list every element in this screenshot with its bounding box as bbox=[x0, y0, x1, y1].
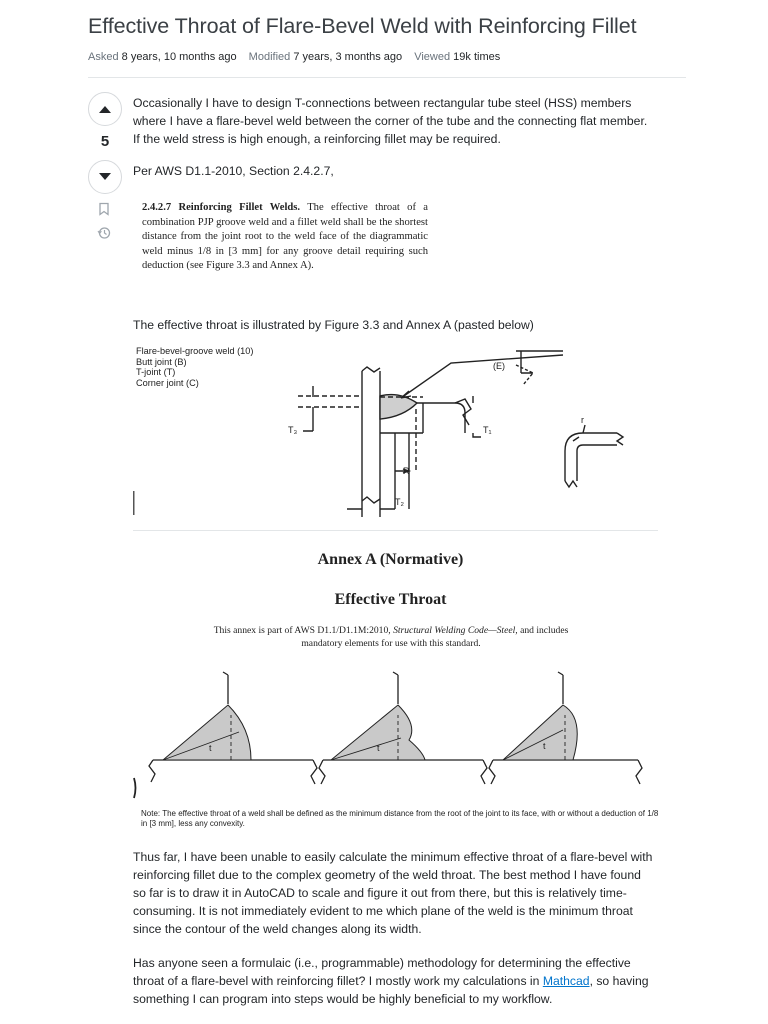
paragraph-question: Has anyone seen a formulaic (i.e., programmable) methodology for determining the effective throat of a flare-bevel with reinforcing fillet? I mostly work my calculations in Mathcad, so having something I can program into steps would be highly beneficial to my workflow. bbox=[133, 956, 649, 1006]
meta-viewed: Viewed 19k times bbox=[414, 51, 501, 63]
label-e: (E) bbox=[493, 361, 505, 371]
annex-description: This annex is part of AWS D1.1/D1.1M:2010, Structural Welding Code—Steel, and includes mandatory elements for use with this standard. bbox=[213, 625, 569, 649]
mathcad-link[interactable]: Mathcad bbox=[542, 974, 590, 988]
downvote-button[interactable] bbox=[88, 160, 122, 194]
label-t1: T₁ bbox=[483, 425, 492, 435]
bookmark-icon[interactable] bbox=[97, 202, 111, 216]
caret-up-icon bbox=[98, 104, 112, 114]
caret-down-icon bbox=[98, 172, 112, 182]
vote-count: 5 bbox=[100, 133, 110, 150]
paragraph-problem: Thus far, I have been unable to easily calculate the minimum effective throat of a flare-bevel with reinforcing fillet due to the complex geometry of the weld throat. The best method I have found so far is to draw it in AutoCAD to scale and figure it out from there, but this is relatively time-consuming. It is not immediately evident to me which plane of the weld is the minimum throat since the contour of the weld changes along its width. bbox=[133, 850, 653, 936]
label-t2: T₂ bbox=[395, 497, 404, 507]
paragraph-per-aws: Per AWS D1.1-2010, Section 2.4.2.7, bbox=[133, 164, 334, 178]
annex-note: Note: The effective throat of a weld shall be defined as the minimum distance from the root of the joint to its face, with or without a deduction of 1/8 in [3 mm], less any convexity. bbox=[141, 809, 659, 828]
annex-title: Annex A (Normative) bbox=[317, 551, 464, 568]
paragraph-intro: Occasionally I have to design T-connections between rectangular tube steel (HSS) members where I have a flare-bevel weld between the corner of the tube and the connecting flat member. If the weld stress is high enough, a reinforcing fillet may be required. bbox=[133, 96, 648, 146]
throat-label-2: t bbox=[377, 743, 380, 753]
history-icon[interactable] bbox=[97, 226, 111, 240]
annex-weld-figures bbox=[133, 660, 653, 800]
upvote-button[interactable] bbox=[88, 92, 122, 126]
throat-label-3: t bbox=[543, 741, 546, 751]
annex-subtitle: Effective Throat bbox=[334, 591, 447, 608]
figure-divider bbox=[133, 530, 658, 531]
label-t3: T₃ bbox=[288, 425, 298, 435]
meta-asked: Asked 8 years, 10 months ago bbox=[88, 51, 237, 63]
question-title[interactable]: Effective Throat of Flare-Bevel Weld with Reinforcing Fillet bbox=[88, 14, 637, 38]
meta-modified[interactable]: Modified 7 years, 3 months ago bbox=[248, 51, 403, 63]
label-r-small: r bbox=[581, 415, 584, 425]
flare-bevel-figure bbox=[133, 341, 663, 523]
label-r-dim: R bbox=[403, 466, 410, 476]
question-meta bbox=[88, 51, 509, 63]
throat-label-1: t bbox=[209, 743, 212, 753]
header-divider bbox=[88, 77, 686, 78]
aws-code-excerpt: 2.4.2.7 Reinforcing Fillet Welds. The effective throat of a combination PJP groove weld and a fillet weld shall be the shortest distance from the joint root to the weld face of the diagrammatic weld minus 1/8 in [3 mm] for any groove detail requiring such deduction (see Figure 3.3 and Annex A). bbox=[142, 202, 428, 272]
figure-legend: Flare-bevel-groove weld (10) Butt joint (B) T-joint (T) Corner joint (C) bbox=[136, 346, 254, 388]
paragraph-figure-intro: The effective throat is illustrated by Figure 3.3 and Annex A (pasted below) bbox=[133, 318, 534, 332]
